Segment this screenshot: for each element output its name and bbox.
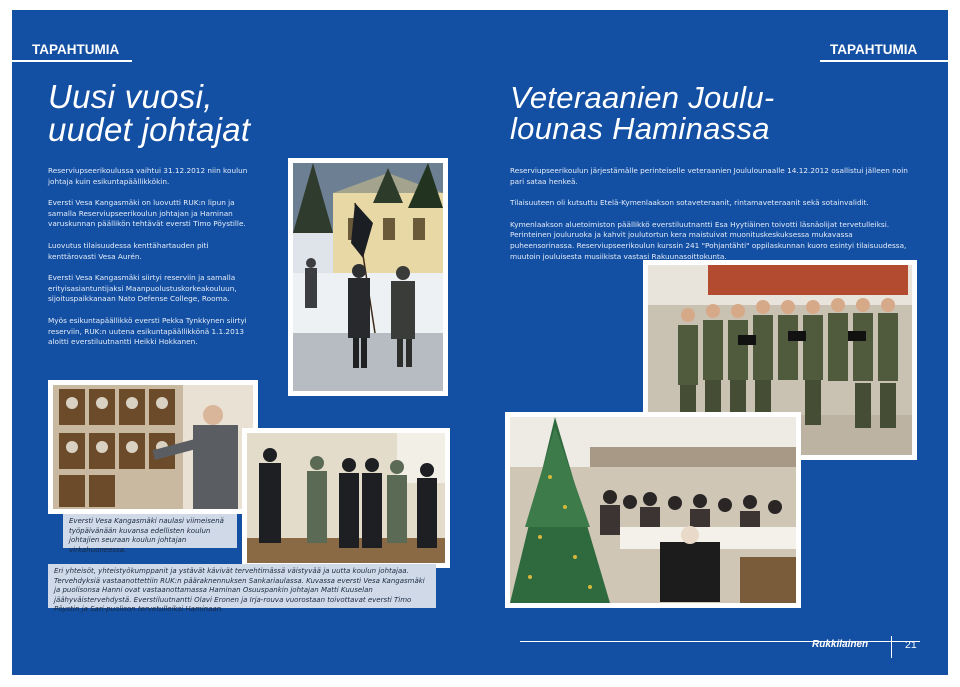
caption-portraits: Eversti Vesa Kangasmäki naulasi viimeisenä työpäivänään kuvansa edellisten koulun johtajien seuraan koulun johtajan virkahuoneessa. — [63, 514, 237, 548]
footer-magazine-name: Rukkilainen — [812, 639, 869, 650]
photo-portrait-wall — [48, 380, 258, 514]
paragraph: Reserviupseerikoulussa vaihtui 31.12.2012 niin koulun johtaja kuin esikuntapäällikkökin. — [48, 166, 248, 186]
paragraph: Tilaisuuteen oli kutsuttu Etelä-Kymenlaakson sotaveteraanit, rintamaveteraanit sekä sotainvalidit. — [510, 198, 869, 208]
section-tag-underline-left — [12, 60, 132, 62]
page-number: 21 — [905, 639, 917, 651]
headline-left: Uusi vuosi, uudet johtajat — [48, 78, 251, 148]
caption-reception: Eri yhteisöt, yhteistyökumppanit ja ystävät kävivät tervehtimässä väistyvää ja uutta koulun johtajaa. Tervehdyksiä vastaanottettiin RUK:n pääraknennuksen Sankariaulassa. Kuvassa eversti Vesa Kangasmäki ja puolisonsa Hanni ovat vastaanottamassa Haminan Osuuspankin johtajan Matti Kuuselan jäähyväistervehdystä. Everstiluutnantti Olavi Eronen ja Irja-rouva vuorostaan toivottavat eversti Timo Pöystin ja Sari-puolison tervetulleiksi Haminaan. — [48, 564, 436, 608]
paragraph: Eversti Vesa Kangasmäki on luovutti RUK:n lipun ja samalla Reserviupseerikoulun johtajan ja Haminan varuskunnan päällikön tehtävät eversti Timo Pöystille. — [48, 198, 246, 229]
photo-christmas-lunch — [505, 412, 801, 608]
footer-separator — [891, 636, 892, 658]
paragraph: Reserviupseerikoulun järjestämälle perinteiselle veteraanien Joululounaalle 14.12.2012 osallistui jälleen noin pari sataa henkeä. — [510, 166, 908, 186]
paragraph: Kymenlaakson aluetoimiston päällikkö everstiluutnantti Esa Hyytiäinen toivotti läsnäolijat tervetulleiksi. Perinteinen jouluruoka ja kahvit joulutortun kera maistuivat muonituskeskuksessa mukavassa puheensorinassa. Reserviupseerikoulun kurssin 241 "Pohjantähti" oppilaskunnan kuoro esintyi tilaisuudessa, muutoin jouluisesta musiikista vastasi Rakuunasoittokunta. — [510, 219, 907, 261]
headline-right: Veteraanien Joulu- lounas Haminassa — [510, 80, 775, 146]
section-tag-right: TAPAHTUMIA — [830, 42, 918, 57]
paragraph: Luovutus tilaisuudessa kenttähartauden piti kenttärovasti Vesa Aurén. — [48, 240, 209, 261]
section-tag-underline-right — [820, 60, 948, 62]
article-text-right — [510, 166, 916, 273]
section-tag-left: TAPAHTUMIA — [32, 42, 120, 57]
photo-reception — [242, 428, 450, 568]
article-text-left — [48, 166, 248, 359]
paragraph: Eversti Vesa Kangasmäki siirtyi reserviin ja samalla erityisasiantuntijaksi Maanpuolustuskorkeakouluun, sijoituspaikkanaan Nato Defense College, Rooma. — [48, 273, 237, 304]
photo-flag-handover — [288, 158, 448, 396]
paragraph: Myös esikuntapäällikkö eversti Pekka Tynkkynen siirtyi reserviin, RUK:n uutena esikuntapäällikkönä 1.1.2013 aloitti everstiluutnantti Heikki Hokkanen. — [48, 315, 247, 347]
